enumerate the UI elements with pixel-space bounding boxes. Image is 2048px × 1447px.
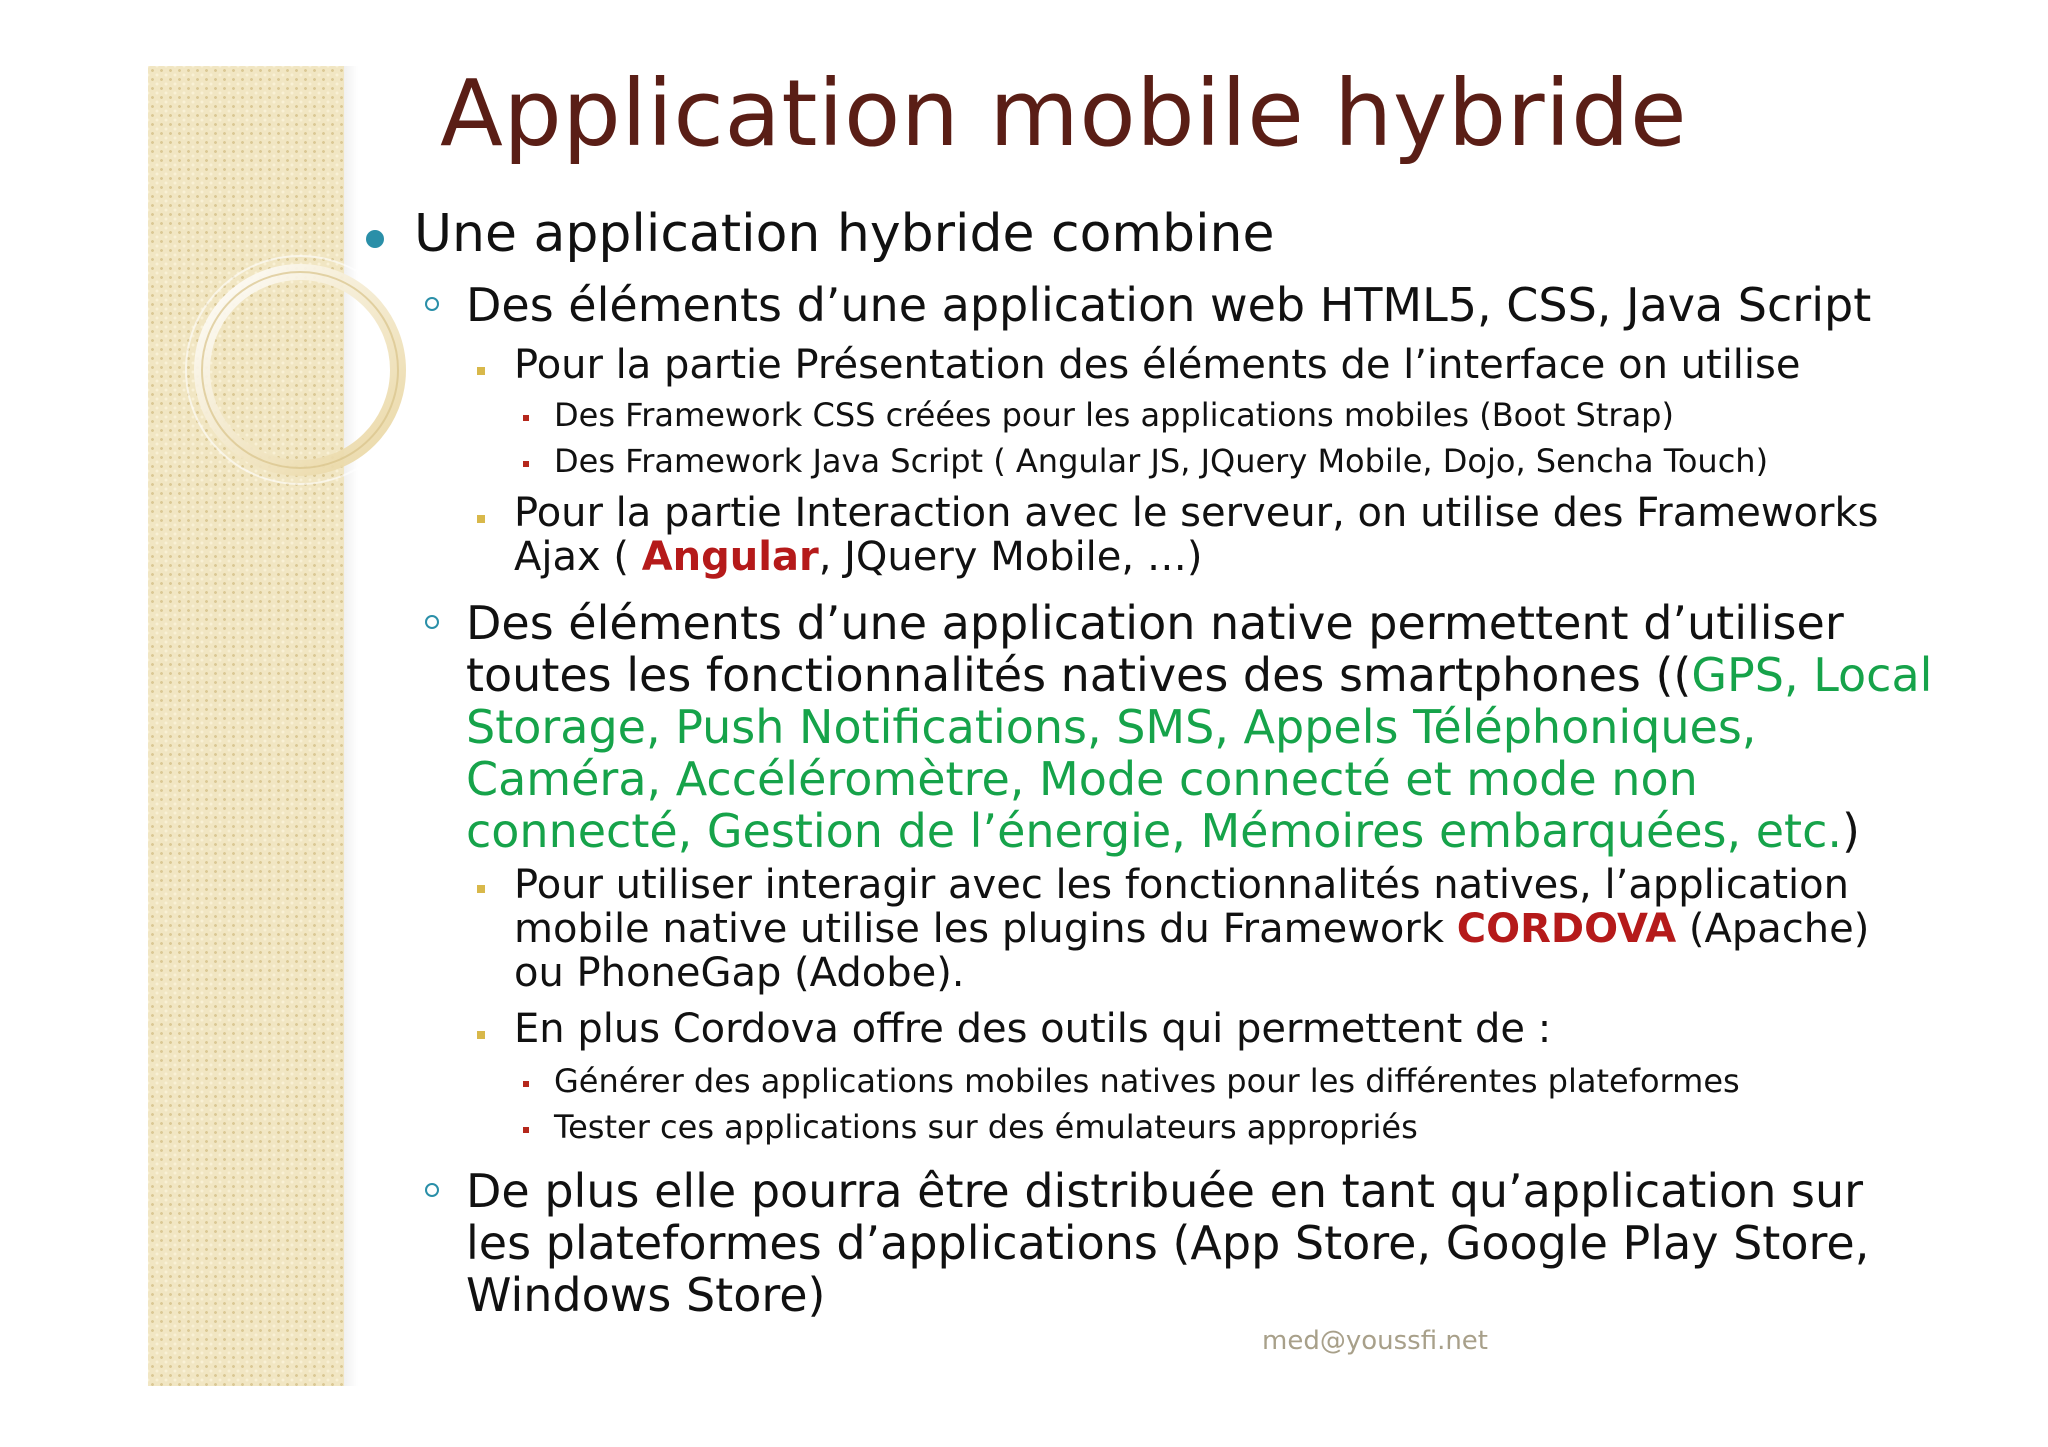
plugins-line-3: ou PhoneGap (Adobe). xyxy=(514,950,965,996)
angular-highlight: Angular xyxy=(641,534,819,580)
plugins-line-2 xyxy=(514,906,1869,952)
distribution-line-2: les plateformes d’applications (App Store, Google Play Store, xyxy=(466,1216,1870,1270)
plugins-line-1: Pour utiliser interagir avec les fonctionnalités natives, l’application xyxy=(514,862,1849,908)
presentation-text: Pour la partie Présentation des éléments de l’interface on utilise xyxy=(514,342,1801,388)
intro-text: Une application hybride combine xyxy=(414,204,1275,264)
native-features-green-2: Storage, Push Notifications, SMS, Appels Téléphoniques, xyxy=(466,700,1757,754)
interaction-line-1: Pour la partie Interaction avec le serveur, on utilise des Frameworks xyxy=(514,490,1879,536)
hollow-circle-bullet-icon xyxy=(424,1182,440,1198)
native-line-1: Des éléments d’une application native permettent d’utiliser xyxy=(466,596,1844,650)
hollow-circle-bullet-icon xyxy=(424,296,440,312)
interaction-line-2 xyxy=(514,534,1202,580)
native-line-2-pre: toutes les fonctionnalités natives des smartphones (( xyxy=(466,648,1692,702)
tool-generate-text: Générer des applications mobiles natives pour les différentes plateformes xyxy=(554,1062,1740,1100)
interaction-line-2-pre: Ajax ( xyxy=(514,534,642,580)
tiny-square-bullet-icon xyxy=(522,1126,530,1134)
footer-email: med@youssfi.net xyxy=(1262,1326,1489,1356)
web-elements-text: Des éléments d’une application web HTML5, CSS, Java Script xyxy=(466,278,1872,332)
decorative-rings-icon xyxy=(150,240,450,540)
tiny-square-bullet-icon xyxy=(522,414,530,422)
cordova-tools-text: En plus Cordova offre des outils qui permettent de : xyxy=(514,1006,1552,1052)
small-square-bullet-icon xyxy=(476,1030,486,1040)
slide-title: Application mobile hybride xyxy=(440,60,1688,167)
distribution-line-1: De plus elle pourra être distribuée en tant qu’application sur xyxy=(466,1164,1864,1218)
native-line-5 xyxy=(466,804,1860,858)
interaction-line-2-post: , JQuery Mobile, …) xyxy=(818,534,1203,580)
small-square-bullet-icon xyxy=(476,366,486,376)
filled-circle-bullet-icon xyxy=(364,228,386,250)
js-frameworks-text: Des Framework Java Script ( Angular JS, JQuery Mobile, Dojo, Sencha Touch) xyxy=(554,442,1769,480)
cordova-highlight: CORDOVA xyxy=(1456,906,1677,952)
plugins-line-2-post: (Apache) xyxy=(1676,906,1870,952)
native-features-green-4: connecté, Gestion de l’énergie, Mémoires embarquées, etc. xyxy=(466,804,1843,858)
css-frameworks-text: Des Framework CSS créées pour les applications mobiles (Boot Strap) xyxy=(554,396,1674,434)
tool-test-text: Tester ces applications sur des émulateurs appropriés xyxy=(554,1108,1418,1146)
small-square-bullet-icon xyxy=(476,514,486,524)
hollow-circle-bullet-icon xyxy=(424,614,440,630)
native-line-5-post: ) xyxy=(1842,804,1860,858)
native-features-green-3: Caméra, Accéléromètre, Mode connecté et mode non xyxy=(466,752,1698,806)
tiny-square-bullet-icon xyxy=(522,460,530,468)
plugins-line-2-pre: mobile native utilise les plugins du Framework xyxy=(514,906,1457,952)
native-features-green-1: GPS, Local xyxy=(1691,648,1933,702)
native-line-2 xyxy=(466,648,1932,702)
tiny-square-bullet-icon xyxy=(522,1080,530,1088)
small-square-bullet-icon xyxy=(476,884,486,894)
distribution-line-3: Windows Store) xyxy=(466,1268,826,1322)
